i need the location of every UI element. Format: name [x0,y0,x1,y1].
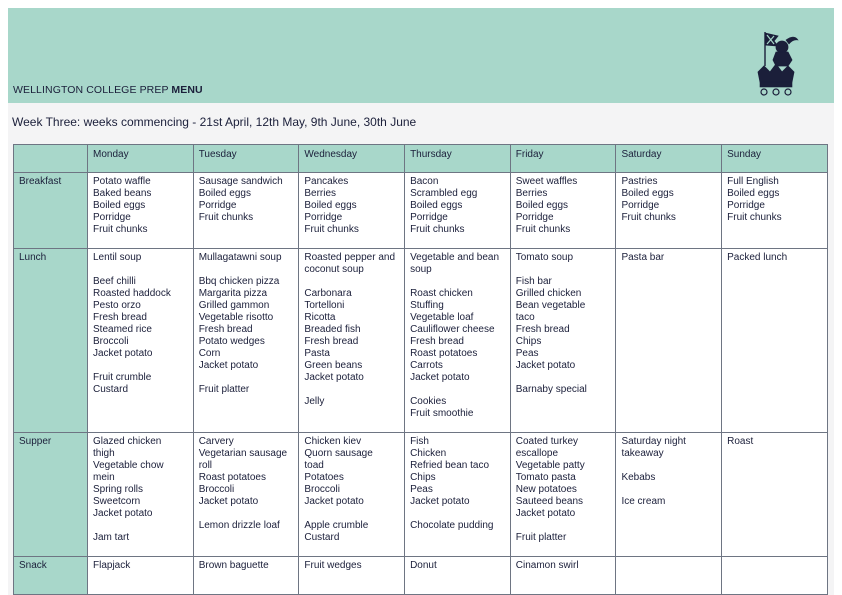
header-banner [8,8,834,103]
menu-item: Chicken [410,448,447,459]
menu-title-bold: MENU [171,84,203,96]
menu-item: Roast [727,436,754,447]
menu-title-regular: WELLINGTON COLLEGE PREP [13,84,172,96]
menu-item: Fruit chunks [93,224,148,235]
meal-row-lunch [14,249,828,433]
menu-item: soup [410,264,432,275]
menu-item: Vegetable loaf [410,312,474,323]
menu-item: Bbq chicken pizza [198,276,280,287]
menu-cell-lunch-tuesday [193,249,299,433]
menu-item: New potatoes [515,484,577,495]
menu-cell-lunch-monday [88,249,194,433]
menu-item: Flapjack [93,560,131,571]
menu-item: Jacket potato [93,508,153,519]
menu-item: Cinamon swirl [515,560,579,571]
meal-row-snack [14,557,828,595]
menu-item: Fresh bread [515,324,570,335]
menu-item [199,508,294,520]
menu-item: Fruit chunks [198,212,254,223]
menu-item: Custard [304,532,340,543]
menu-item: Fruit chunks [515,224,571,235]
menu-item: Fruit chunks [727,212,782,223]
menu-cell-snack-friday [510,557,616,595]
corner-cell [14,145,88,173]
menu-item: Saturday night [621,436,686,447]
menu-item: toad [304,460,324,471]
menu-item: Fresh bread [93,312,147,323]
menu-item: Jacket potato [515,508,576,519]
menu-item: Pasta [304,348,330,359]
menu-item: Grilled chicken [515,288,582,299]
menu-item [516,372,611,384]
menu-item: takeaway [621,448,664,459]
menu-item: Baked beans [93,188,152,199]
menu-item: Packed lunch [727,252,788,263]
menu-item: Chocolate pudding [410,520,494,531]
college-crest-icon [748,26,804,98]
menu-item: Mullagatawni soup [198,252,282,263]
menu-item: Jacket potato [410,372,470,383]
menu-table [13,144,828,595]
meal-label-snack: Snack [14,557,88,595]
menu-cell-snack-sunday [722,557,828,595]
menu-cell-lunch-wednesday [299,249,405,433]
menu-item: Beef chilli [93,276,136,287]
menu-item: Jacket potato [304,372,364,383]
menu-item: Ice cream [621,496,666,507]
day-header-monday: Monday [88,145,194,173]
menu-item: Sauteed beans [515,496,584,507]
menu-item: Roast potatoes [198,472,266,483]
menu-item: Boiled eggs [515,200,569,211]
menu-item: Tortelloni [304,300,345,311]
menu-item: Carbonara [304,288,352,299]
menu-item: Vegetable and bean [410,252,500,263]
menu-cell-snack-wednesday [299,557,405,595]
menu-item: Peas [410,484,433,495]
day-header-sunday: Sunday [722,145,828,173]
menu-item: Broccoli [93,336,129,347]
menu-item: Lemon drizzle loaf [198,520,280,531]
menu-item: Barnaby special [515,384,587,395]
menu-item [93,520,188,532]
menu-item: Stuffing [410,300,444,311]
menu-item: Porridge [621,200,660,211]
menu-item [410,384,505,396]
menu-item: Berries [304,188,337,199]
menu-item: Porridge [410,212,448,223]
meal-label-lunch: Lunch [14,249,88,433]
menu-item: Fruit chunks [621,212,676,223]
menu-item: Ricotta [304,312,336,323]
meal-row-supper [14,433,828,557]
menu-item: Roast potatoes [410,348,478,359]
menu-item: Porridge [727,200,765,211]
menu-item: Quorn sausage [304,448,373,459]
menu-item: Boiled eggs [410,200,463,211]
menu-item: Jacket potato [410,496,470,507]
menu-cell-supper-monday [88,433,194,557]
menu-item: Sausage sandwich [198,176,283,187]
menu-item: Fish bar [515,276,552,287]
menu-item: mein [93,472,115,483]
menu-item: Fish [410,436,429,447]
menu-item: Porridge [515,212,554,223]
menu-item: Fruit crumble [93,372,152,383]
menu-item: Fresh bread [410,336,464,347]
menu-item: Glazed chicken [93,436,162,447]
menu-item: Boiled eggs [93,200,146,211]
menu-item: Pesto orzo [93,300,141,311]
menu-item: Chips [515,336,542,347]
menu-item: Vegetarian sausage [198,448,288,459]
menu-cell-snack-saturday [616,557,722,595]
week-commencing-line: Week Three: weeks commencing - 21st April, 12th May, 9th June, 30th June [12,115,417,129]
menu-item: Scrambled egg [410,188,478,199]
menu-item: Fruit platter [198,384,250,395]
menu-item: Broccoli [304,484,340,495]
menu-item: Sweetcorn [93,496,141,507]
menu-item: Roasted haddock [93,288,171,299]
menu-item: Margarita pizza [198,288,268,299]
meal-row-breakfast [14,173,828,249]
menu-item: Chicken kiev [304,436,362,447]
menu-item: Berries [515,188,548,199]
menu-item: Broccoli [198,484,235,495]
menu-item: Vegetable chow [93,460,164,471]
menu-item: Roasted pepper and [304,252,395,263]
menu-item: Boiled eggs [198,188,251,199]
menu-item: Pastries [621,176,658,187]
menu-item [199,264,294,276]
meal-label-breakfast: Breakfast [14,173,88,249]
menu-item: Vegetable risotto [198,312,274,323]
menu-item: Jacket potato [198,360,259,371]
menu-item: Potato wedges [198,336,265,347]
menu-item: Breaded fish [304,324,361,335]
menu-item [410,276,505,288]
day-header-tuesday: Tuesday [193,145,299,173]
day-header-wednesday: Wednesday [299,145,405,173]
menu-cell-snack-monday [88,557,194,595]
menu-cell-breakfast-monday [88,173,194,249]
menu-item: Lentil soup [93,252,142,263]
menu-item: escallope [515,448,559,459]
menu-item: coconut soup [304,264,364,275]
menu-item [304,508,399,520]
menu-item: Fruit chunks [410,224,465,235]
menu-item: Coated turkey [515,436,579,447]
menu-cell-lunch-friday [510,249,616,433]
meal-label-supper: Supper [14,433,88,557]
menu-item: Jelly [304,396,325,407]
menu-item: Green beans [304,360,363,371]
day-header-saturday: Saturday [616,145,722,173]
menu-item: Carvery [198,436,234,447]
menu-item: Steamed rice [93,324,152,335]
menu-item [410,508,505,520]
menu-item: Grilled gammon [198,300,270,311]
menu-item: Bean vegetable [515,300,586,311]
menu-item: Fruit wedges [304,560,362,571]
menu-item: Tomato pasta [515,472,576,483]
menu-cell-breakfast-friday [510,173,616,249]
menu-item: Fruit platter [515,532,567,543]
menu-item: Porridge [304,212,343,223]
menu-item: Apple crumble [304,520,369,531]
menu-item: Sweet waffles [515,176,578,187]
menu-item: Kebabs [621,472,656,483]
menu-item: Corn [198,348,221,359]
menu-item: Potatoes [304,472,344,483]
menu-item: Pancakes [304,176,349,187]
menu-item: Porridge [93,212,131,223]
menu-item: Carrots [410,360,443,371]
menu-item: Jacket potato [198,496,259,507]
menu-cell-breakfast-thursday [405,173,511,249]
menu-cell-supper-saturday [616,433,722,557]
day-header-friday: Friday [510,145,616,173]
menu-cell-lunch-sunday [722,249,828,433]
menu-cell-snack-thursday [405,557,511,595]
menu-item: thigh [93,448,115,459]
menu-item: Fruit smoothie [410,408,474,419]
menu-title [13,84,203,96]
menu-item: Donut [410,560,437,571]
menu-item: Boiled eggs [727,188,780,199]
menu-item: Fresh bread [198,324,253,335]
menu-item: Porridge [198,200,237,211]
menu-item: Jacket potato [93,348,153,359]
day-header-thursday: Thursday [405,145,511,173]
menu-item: Jacket potato [515,360,576,371]
menu-item: roll [198,460,213,471]
menu-item [199,372,294,384]
menu-item [304,276,399,288]
menu-item [621,460,716,472]
menu-item: Tomato soup [515,252,574,263]
menu-item [516,520,611,532]
menu-item: Fresh bread [304,336,359,347]
menu-cell-breakfast-tuesday [193,173,299,249]
menu-cell-supper-friday [510,433,616,557]
menu-item: Potato waffle [93,176,151,187]
menu-item: Spring rolls [93,484,144,495]
menu-item: Roast chicken [410,288,473,299]
menu-item: Cookies [410,396,447,407]
menu-item: Full English [727,176,779,187]
menu-cell-supper-wednesday [299,433,405,557]
menu-item: Refried bean taco [410,460,490,471]
menu-item: Fruit chunks [304,224,359,235]
menu-item: taco [515,312,535,323]
menu-item [516,264,611,276]
menu-item: Jam tart [93,532,130,543]
menu-cell-lunch-thursday [405,249,511,433]
menu-item: Pasta bar [621,252,665,263]
menu-cell-breakfast-saturday [616,173,722,249]
menu-cell-supper-sunday [722,433,828,557]
menu-item: Jacket potato [304,496,364,507]
menu-item: Boiled eggs [304,200,357,211]
menu-cell-snack-tuesday [193,557,299,595]
menu-item [621,484,716,496]
menu-item: Vegetable patty [515,460,585,471]
table-header-row [14,145,828,173]
menu-cell-supper-tuesday [193,433,299,557]
menu-item [304,384,399,396]
menu-item: Brown baguette [198,560,269,571]
menu-cell-supper-thursday [405,433,511,557]
menu-item: Peas [515,348,539,359]
menu-cell-breakfast-sunday [722,173,828,249]
menu-cell-lunch-saturday [616,249,722,433]
menu-item: Boiled eggs [621,188,674,199]
menu-item [93,264,188,276]
menu-item: Custard [93,384,129,395]
menu-item: Bacon [410,176,439,187]
menu-item: Chips [410,472,436,483]
menu-cell-breakfast-wednesday [299,173,405,249]
menu-item: Cauliflower cheese [410,324,495,335]
menu-item [93,360,188,372]
